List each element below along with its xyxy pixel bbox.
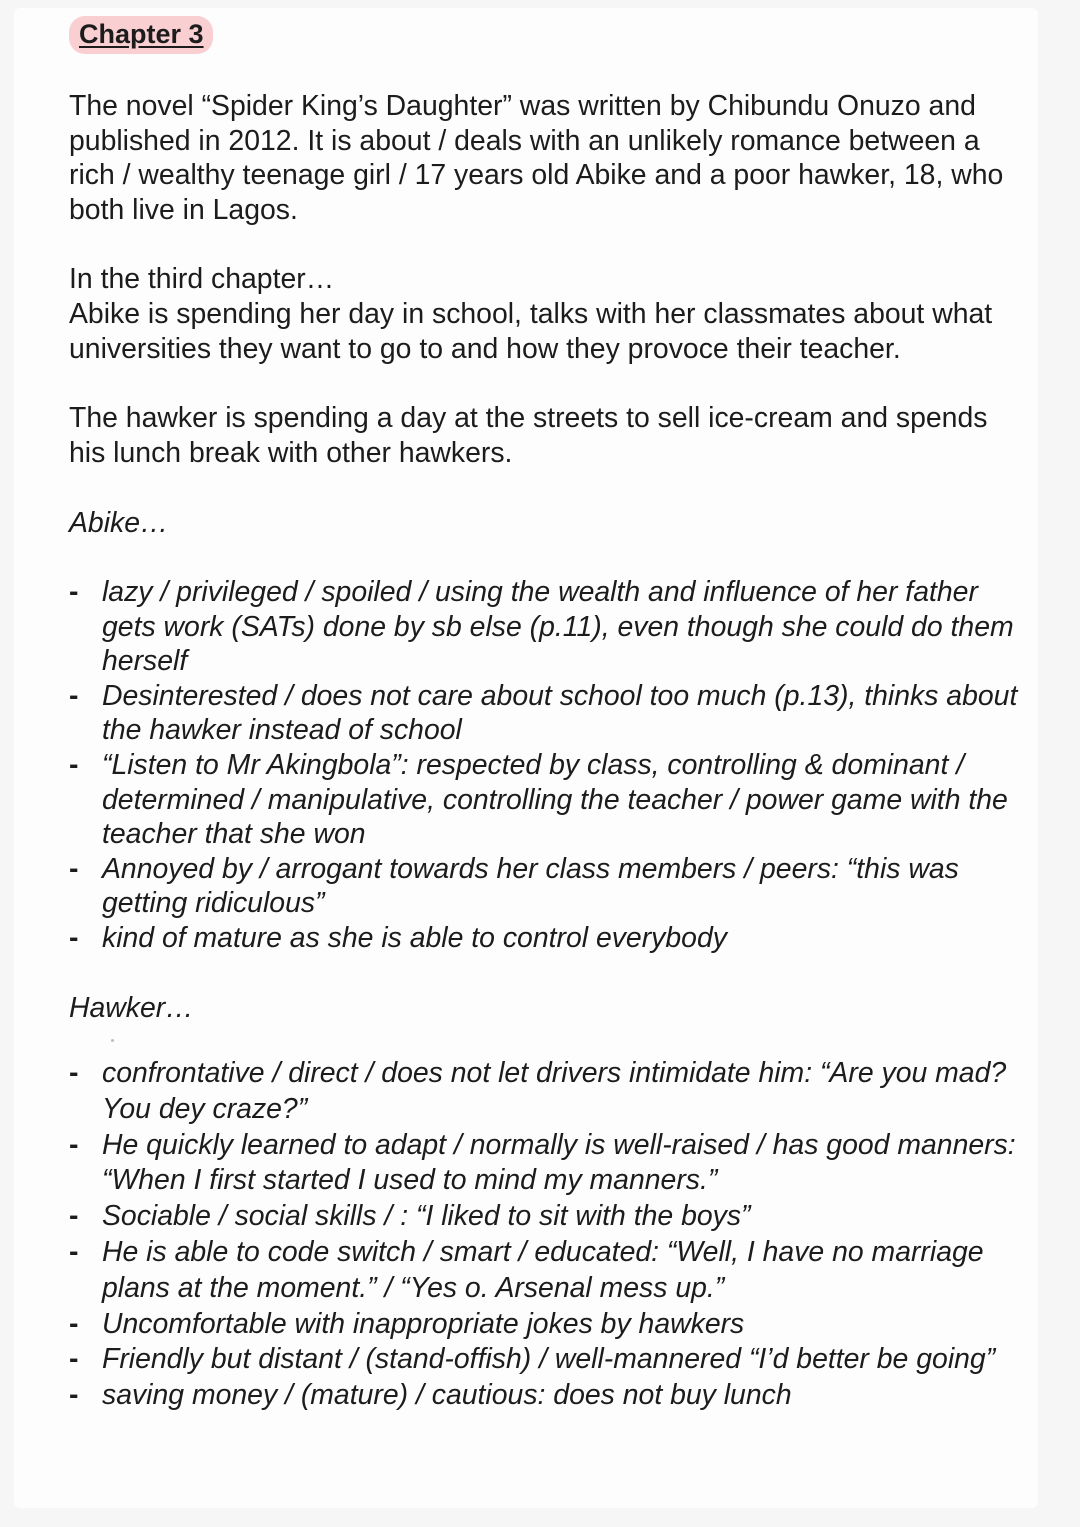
hawker-trait-list [69,1056,1019,1414]
list-item: - Desinterested / does not care about school too much (p.13), thinks about the hawker instead of school [69,679,1019,748]
list-item: - confrontative / direct / does not let drivers intimidate him: “Are you mad? You dey craze?” [69,1056,1019,1128]
notes-page [14,8,1038,1508]
list-item: - He is able to code switch / smart / educated: “Well, I have no marriage plans at the moment.” / “Yes o. Arsenal mess up.” [69,1235,1019,1307]
list-item: - saving money / (mature) / cautious: does not buy lunch [69,1378,1019,1414]
summary-heading: In the third chapter… [69,263,335,295]
list-item: - “Listen to Mr Akingbola”: respected by class, controlling & dominant / determined / manipulative, controlling the teacher / power game with the teacher that she won [69,748,1019,852]
chapter-title: Chapter 3 [69,16,213,54]
list-item: - Friendly but distant / (stand-offish) / well-mannered “I’d better be going” [69,1342,1019,1378]
list-item: - He quickly learned to adapt / normally is well-raised / has good manners: “When I first started I used to mind my manners.” [69,1128,1019,1200]
list-item: - lazy / privileged / spoiled / using the wealth and influence of her father gets work (SATs) done by sb else (p.11), even though she could do them herself [69,575,1019,679]
list-item: - Sociable / social skills / : “I liked to sit with the boys” [69,1199,1019,1235]
hawker-heading: Hawker… [69,992,194,1024]
summary-hawker: The hawker is spending a day at the streets to sell ice-cream and spends his lunch break with other hawkers. [69,402,988,469]
list-item: - kind of mature as she is able to control everybody [69,921,1019,956]
stray-dot [111,1039,114,1042]
list-item: - Uncomfortable with inappropriate jokes by hawkers [69,1307,1019,1343]
summary-abike: Abike is spending her day in school, talks with her classmates about what universities they want to go to and how they provoce their teacher. [69,298,993,365]
intro-paragraph: The novel “Spider King’s Daughter” was written by Chibundu Onuzo and published in 2012. It is about / deals with an unlikely romance between a rich / wealthy teenage girl / 17 years old Abike and a poor hawker, 18, who both live in Lagos. [69,90,1004,226]
list-item: - Annoyed by / arrogant towards her class members / peers: “this was getting ridiculous” [69,852,1019,921]
abike-heading: Abike… [69,507,169,539]
abike-trait-list [69,575,1019,956]
